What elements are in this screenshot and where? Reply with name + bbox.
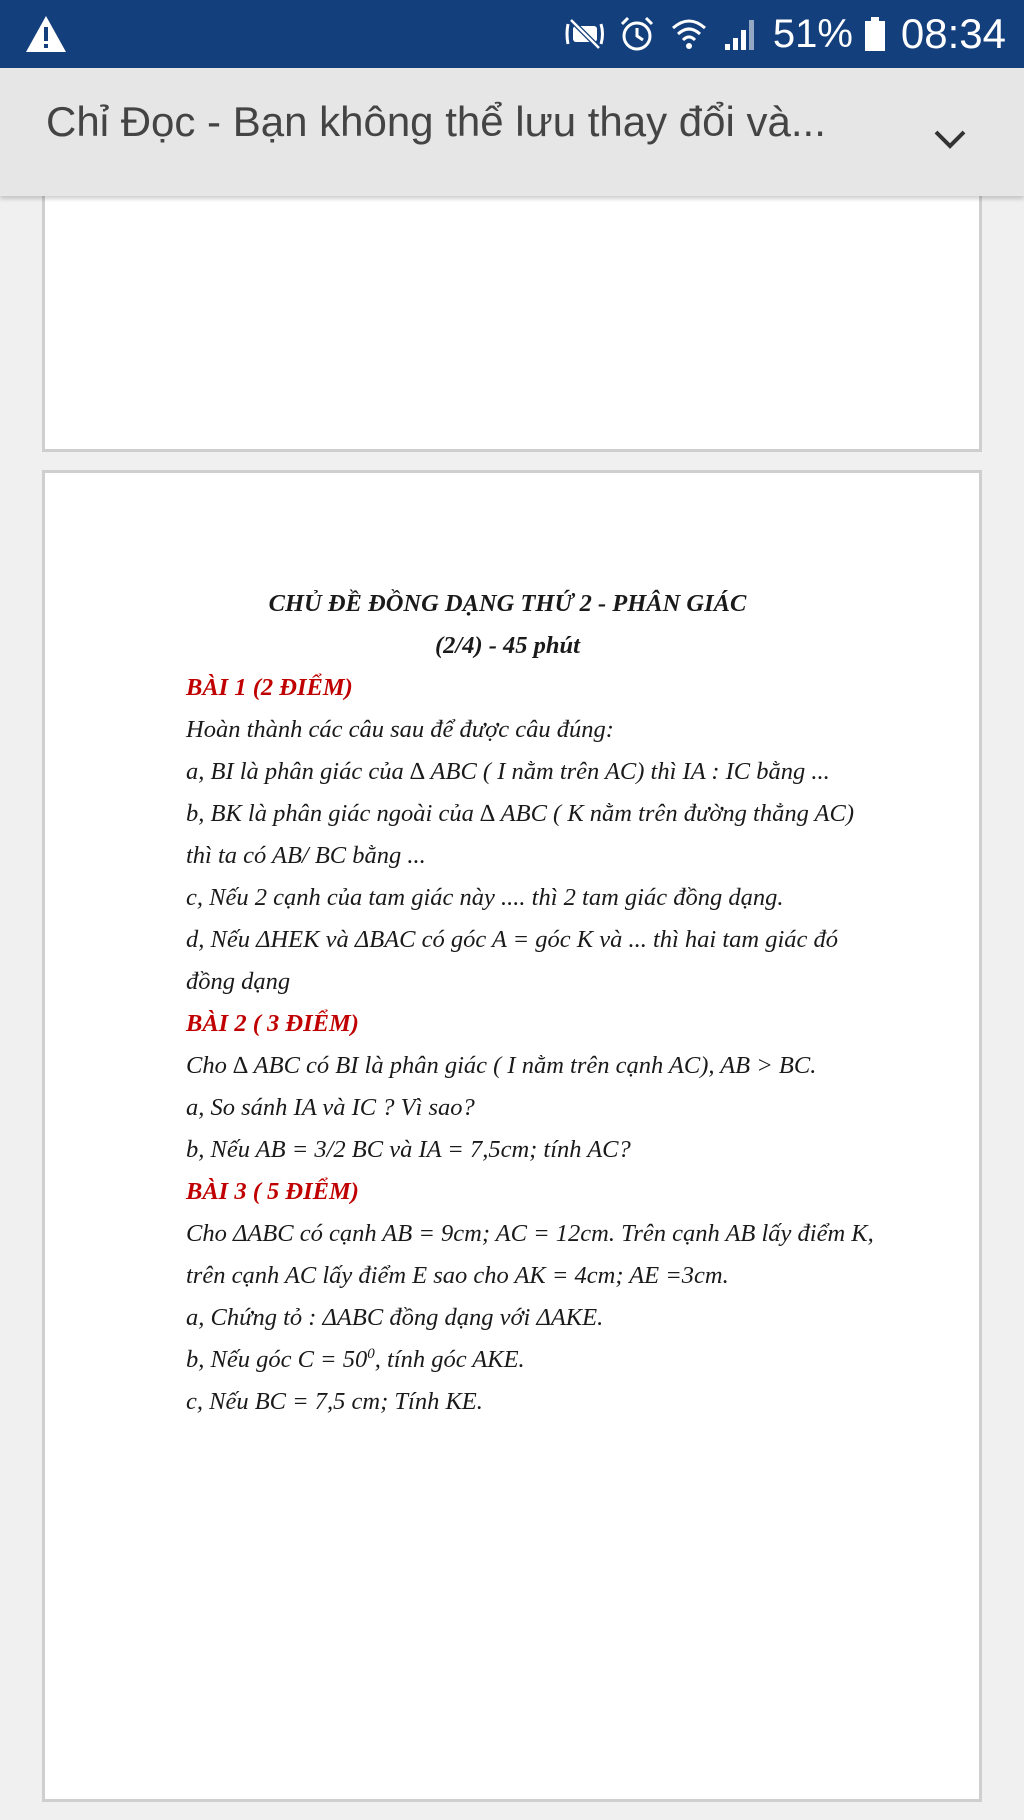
battery-icon <box>865 17 885 51</box>
clock: 08:34 <box>900 10 1006 57</box>
bai1-line: a, BI là phân giác của ∆ ABC ( I nằm trên AC) thì IA : IC bằng ... <box>186 758 830 785</box>
bai3-heading: BÀI 3 ( 5 ĐIỂM) <box>186 1178 359 1205</box>
bai1-line: Hoàn thành các câu sau để được câu đúng: <box>186 716 614 743</box>
bai3-line-b-prefix: b, Nếu góc C = 50 <box>186 1346 368 1373</box>
bai2-line: b, Nếu AB = 3/2 BC và IA = 7,5cm; tính AC? <box>186 1136 631 1163</box>
bai1-line: c, Nếu 2 cạnh của tam giác này .... thì 2 tam giác đồng dạng. <box>186 884 784 911</box>
read-only-banner-text: Chỉ Đọc - Bạn không thể lưu thay đổi và... <box>46 98 826 145</box>
signal-icon <box>721 14 761 54</box>
degree-superscript: 0 <box>367 1345 375 1362</box>
read-only-banner[interactable] <box>0 68 1024 196</box>
bai3-line: Cho ΔABC có cạnh AB = 9cm; AC = 12cm. Trên cạnh AB lấy điểm K, <box>186 1220 874 1247</box>
bai1-line: d, Nếu ΔHEK và ΔBAC có góc A = góc K và ... thì hai tam giác đó <box>186 926 839 953</box>
bai3-line-b-suffix: , tính góc AKE. <box>374 1346 525 1373</box>
bai1-heading: BÀI 1 (2 ĐIỂM) <box>186 674 353 701</box>
bai2-line: Cho ∆ ABC có BI là phân giác ( I nằm trên cạnh AC), AB > BC. <box>186 1052 817 1079</box>
battery-percent: 51% <box>772 12 853 56</box>
wifi-icon <box>669 14 709 54</box>
bai2-line: a, So sánh IA và IC ? Vì sao? <box>186 1094 475 1121</box>
bai1-line: thì ta có AB/ BC bằng ... <box>186 842 426 869</box>
document-content <box>186 583 926 1423</box>
chevron-down-icon[interactable] <box>926 116 974 164</box>
status-bar <box>0 0 1024 68</box>
bai1-line: đồng dạng <box>186 968 291 995</box>
bai3-line-b <box>186 1339 926 1381</box>
bai3-line: trên cạnh AC lấy điểm E sao cho AK = 4cm; AE =3cm. <box>186 1262 729 1289</box>
alarm-icon <box>617 14 657 54</box>
mute-icon <box>565 14 605 54</box>
document-title: CHỦ ĐỀ ĐỒNG DẠNG THỨ 2 - PHÂN GIÁC <box>268 590 747 617</box>
warning-icon <box>24 14 68 54</box>
bai1-line: b, BK là phân giác ngoài của ∆ ABC ( K nằm trên đường thẳng AC) <box>186 800 854 827</box>
bai3-line-c: c, Nếu BC = 7,5 cm; Tính KE. <box>186 1388 483 1415</box>
document-subtitle: (2/4) - 45 phút <box>435 632 580 659</box>
bai3-line: a, Chứng tỏ : ΔABC đồng dạng với ΔAKE. <box>186 1304 604 1331</box>
bai2-heading: BÀI 2 ( 3 ĐIỂM) <box>186 1010 359 1037</box>
document-page-previous <box>42 160 982 452</box>
document-page <box>42 470 982 1802</box>
